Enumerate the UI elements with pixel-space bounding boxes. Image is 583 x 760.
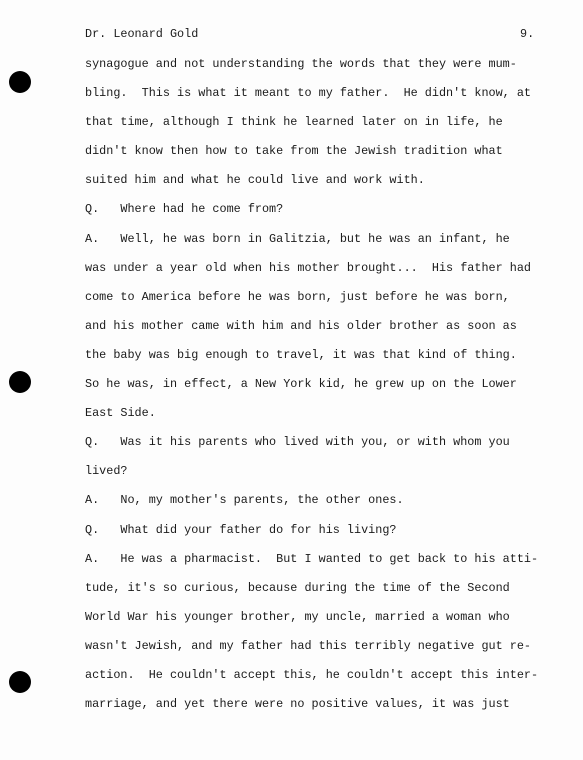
page-number: 9.	[520, 27, 535, 41]
text-line: the baby was big enough to travel, it was that kind of thing.	[85, 347, 517, 362]
answer-line: A. He was a pharmacist. But I wanted to get back to his atti-	[85, 551, 539, 566]
text-line: World War his younger brother, my uncle, married a woman who	[85, 609, 510, 624]
binder-hole-middle	[9, 371, 31, 393]
text-line: action. He couldn't accept this, he couldn't accept this inter-	[85, 667, 539, 682]
page-header-name: Dr. Leonard Gold	[85, 27, 199, 41]
question-line: Q. Was it his parents who lived with you, or with whom you	[85, 435, 510, 450]
answer-line: A. Well, he was born in Galitzia, but he was an infant, he	[85, 231, 510, 246]
text-line: tude, it's so curious, because during the time of the Second	[85, 580, 510, 595]
text-line: wasn't Jewish, and my father had this terribly negative gut re-	[85, 638, 531, 653]
text-line: synagogue and not understanding the words that they were mum-	[85, 57, 517, 71]
binder-hole-bottom	[9, 671, 31, 693]
text-line: that time, although I think he learned later on in life, he	[85, 115, 503, 130]
question-line: Q. What did your father do for his living?	[85, 522, 397, 537]
text-line: come to America before he was born, just before he was born,	[85, 289, 510, 304]
question-line: Q. Where had he come from?	[85, 202, 284, 217]
text-line: East Side.	[85, 406, 156, 421]
transcript-body	[85, 57, 565, 726]
answer-line: A. No, my mother's parents, the other ones.	[85, 493, 404, 508]
text-line: didn't know then how to take from the Jewish tradition what	[85, 144, 503, 159]
text-line: bling. This is what it meant to my father. He didn't know, at	[85, 86, 531, 101]
binder-hole-top	[9, 71, 31, 93]
text-line: and his mother came with him and his older brother as soon as	[85, 318, 517, 333]
text-line: suited him and what he could live and work with.	[85, 173, 425, 188]
text-line: marriage, and yet there were no positive values, it was just	[85, 697, 510, 712]
text-line: lived?	[85, 464, 128, 479]
text-line: So he was, in effect, a New York kid, he grew up on the Lower	[85, 377, 517, 392]
text-line: was under a year old when his mother brought... His father had	[85, 260, 531, 275]
